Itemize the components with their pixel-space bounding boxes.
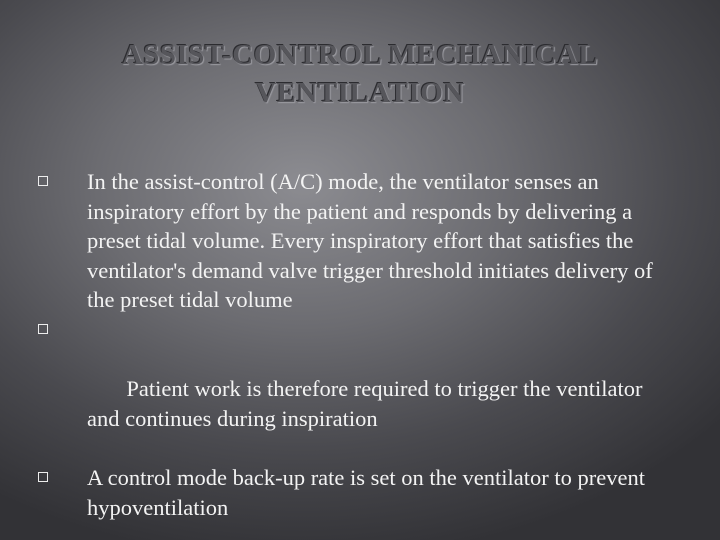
bullet-item-2 — [38, 315, 678, 463]
bullet-item-1 — [38, 167, 678, 315]
title-line-2: VENTILATION — [255, 77, 465, 109]
bullet-text-3: A control mode back-up rate is set on the ventilator to prevent hypoventilation — [87, 464, 645, 520]
hollow-square-icon — [38, 176, 48, 186]
title-line-1: ASSIST-CONTROL MECHANICAL — [121, 39, 599, 71]
hollow-square-icon — [38, 324, 48, 334]
bullet-list — [38, 167, 678, 522]
bullet-text-1: In the assist-control (A/C) mode, the ventilator senses an inspiratory effort by the patient and responds by delivering a preset tidal volume. Every inspiratory effort that satisfies the ventilator's demand valve trigger threshold initiates delivery of the preset tidal volume — [87, 169, 653, 313]
hollow-square-icon — [38, 472, 48, 482]
bullet-item-3 — [38, 463, 678, 522]
slide-title — [60, 36, 660, 112]
bullet-text-2: Patient work is therefore required to trigger the ventilator and continues during inspiration — [87, 376, 649, 431]
